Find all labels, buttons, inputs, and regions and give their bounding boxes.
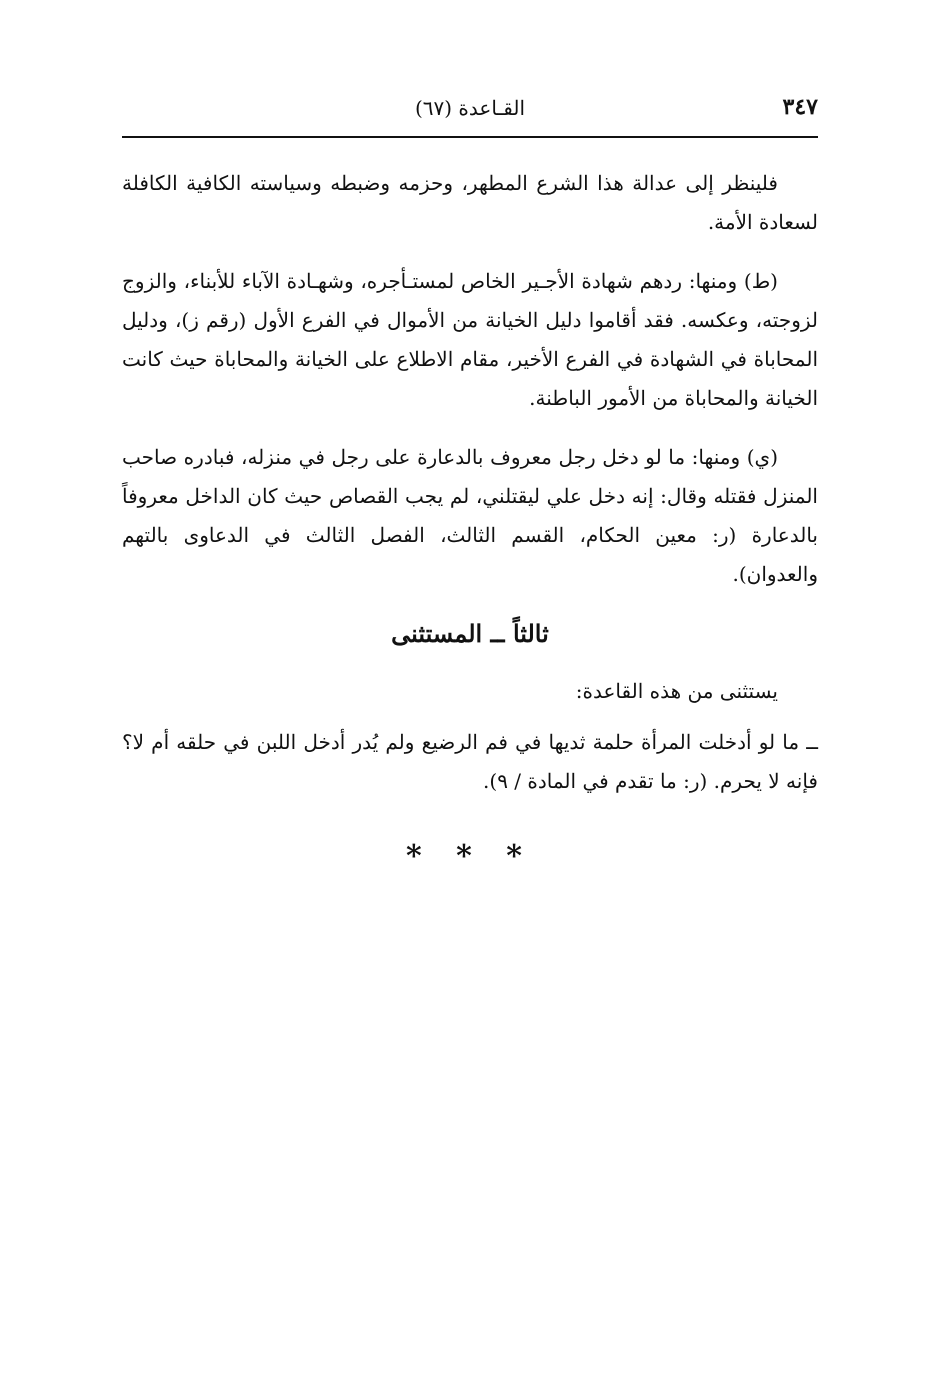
body-text xyxy=(122,164,818,877)
section-intro: يستثنى من هذه القاعدة: xyxy=(575,679,778,703)
paragraph-item-ta: (ط) ومنها: ردهم شهادة الأجـير الخاص لمستـأجره، وشهـادة الآباء للأبناء، والزوج لزوجته، وعكسه. فقد أقاموا دليل الخيانة من الأموال في الفرع الأول (رقم ز)، ودليل المحاباة في الشهادة في الفرع الأخير، مقام الاطلاع على الخيانة والمحاباة حيث كانت الخيانة والمحاباة من الأمور الباطنة. xyxy=(122,269,818,410)
section-heading: ثالثاً ــ المستثنى xyxy=(391,619,549,648)
page-number: ٣٤٧ xyxy=(782,94,818,120)
exception-item: ــ ما لو أدخلت المرأة حلمة ثديها في فم الرضيع ولم يُدر أدخل اللبن في حلقه أم لا؟ فإنه لا يحرم. (ر: ما تقدم في المادة / ٩). xyxy=(122,730,818,793)
running-header xyxy=(122,92,818,132)
chapter-title: القـاعدة (٦٧) xyxy=(414,96,526,120)
paragraph-conclusion: فلينظر إلى عدالة هذا الشرع المطهر، وحزمه وضبطه وسياسته الكافية الكافلة لسعادة الأمة. xyxy=(122,171,818,234)
paragraph-item-ya: (ي) ومنها: ما لو دخل رجل معروف بالدعارة على رجل في منزله، فبادره صاحب المنزل فقتله وقال: إنه دخل علي ليقتلني، لم يجب القصاص حيث كان الداخل معروفاً بالدعارة (ر: معين الحكام، القسم الثالث، الفصل الثالث في الدعاوى بالتهم والعدوان). xyxy=(122,445,818,586)
section-separator: * * * xyxy=(406,839,534,874)
header-rule xyxy=(122,136,818,138)
